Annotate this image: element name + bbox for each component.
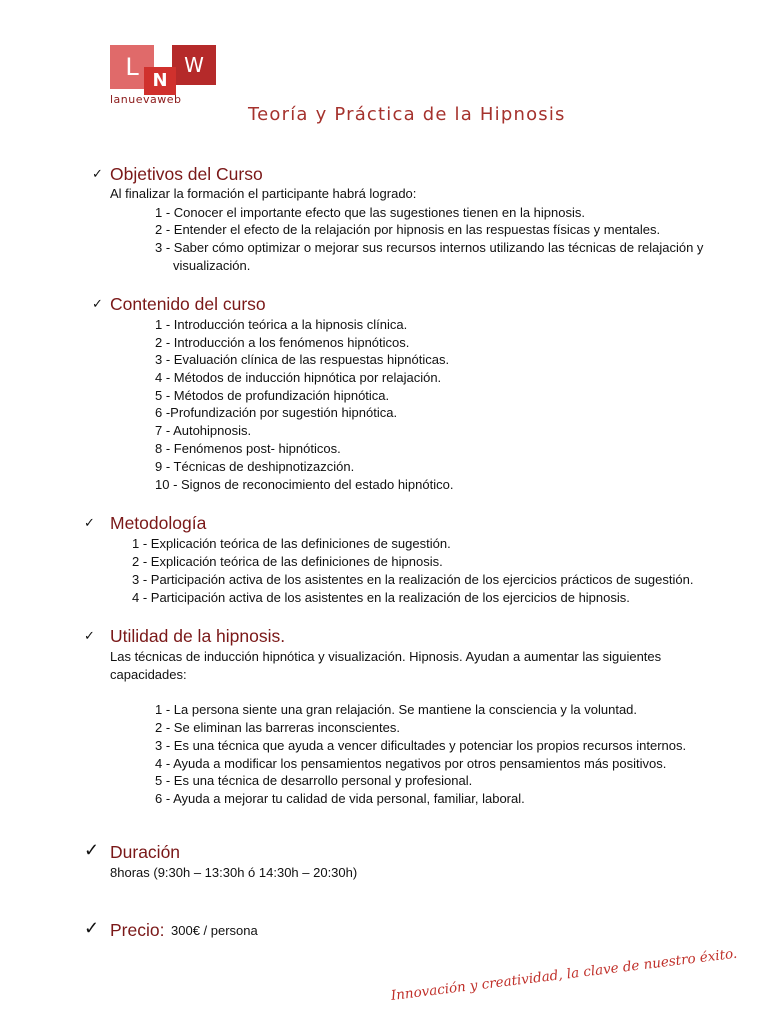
list-item: 1 - Introducción teórica a la hipnosis clínica. xyxy=(155,317,408,332)
list-item: 4 - Participación activa de los asistentes en la realización de los ejercicios de hipnosis. xyxy=(132,590,630,605)
section-heading: Utilidad de la hipnosis. xyxy=(110,626,286,646)
list-item: 3 - Saber cómo optimizar o mejorar sus recursos internos utilizando las técnicas de relajación y xyxy=(155,240,704,255)
check-icon: ✓ xyxy=(84,628,95,643)
precio-value: 300€ / persona xyxy=(171,923,258,938)
logo-square-n: N xyxy=(144,67,176,95)
logo-brand-text: lanuevaweb xyxy=(110,93,182,106)
list-item: 4 - Métodos de inducción hipnótica por relajación. xyxy=(155,370,442,385)
list-item: 2 - Introducción a los fenómenos hipnóticos. xyxy=(155,335,410,350)
list-item: 6 -Profundización por sugestión hipnótica. xyxy=(155,405,398,420)
check-icon: ✓ xyxy=(92,166,103,181)
list-item: 1 - La persona siente una gran relajación. Se mantiene la consciencia y la voluntad. xyxy=(155,702,638,717)
logo-square-l: L xyxy=(110,45,154,89)
list-item: 1 - Explicación teórica de las definiciones de sugestión. xyxy=(132,536,451,551)
utilidad-intro: Las técnicas de inducción hipnótica y visualización. Hipnosis. Ayudan a aumentar las siguientes xyxy=(110,649,662,664)
section-heading: Metodología xyxy=(110,513,207,533)
list-item: 3 - Es una técnica que ayuda a vencer dificultades y potenciar los propios recursos internos. xyxy=(155,738,687,753)
check-icon: ✓ xyxy=(84,840,100,860)
check-icon: ✓ xyxy=(84,918,100,938)
objetivos-intro: Al finalizar la formación el participante habrá logrado: xyxy=(110,186,417,201)
list-item: 9 - Técnicas de deshipnotizazción. xyxy=(155,459,355,474)
list-item: 5 - Métodos de profundización hipnótica. xyxy=(155,388,390,403)
check-icon: ✓ xyxy=(92,296,103,311)
slogan: Innovación y creatividad, la clave de nuestro éxito. xyxy=(390,945,739,1004)
section-heading: Contenido del curso xyxy=(110,294,266,314)
list-item: 10 - Signos de reconocimiento del estado hipnótico. xyxy=(155,477,454,492)
list-item-continuation: visualización. xyxy=(173,258,251,273)
list-item: 3 - Evaluación clínica de las respuestas hipnóticas. xyxy=(155,352,450,367)
section-heading: Objetivos del Curso xyxy=(110,164,263,184)
list-item: 4 - Ayuda a modificar los pensamientos negativos por otros pensamientos más positivos. xyxy=(155,756,667,771)
list-item: 2 - Se eliminan las barreras inconscientes. xyxy=(155,720,400,735)
list-item: 1 - Conocer el importante efecto que las sugestiones tienen en la hipnosis. xyxy=(155,205,585,220)
list-item: 2 - Entender el efecto de la relajación por hipnosis en las respuestas físicas y mentales. xyxy=(155,222,661,237)
duracion-value: 8horas (9:30h – 13:30h ó 14:30h – 20:30h) xyxy=(110,865,358,880)
check-icon: ✓ xyxy=(84,515,95,530)
list-item: 5 - Es una técnica de desarrollo personal y profesional. xyxy=(155,773,473,788)
list-item: 2 - Explicación teórica de las definiciones de hipnosis. xyxy=(132,554,443,569)
logo-square-w: W xyxy=(172,45,216,85)
list-item: 3 - Participación activa de los asistentes en la realización de los ejercicios prácticos de sugestión. xyxy=(132,572,694,587)
list-item: 7 - Autohipnosis. xyxy=(155,423,252,438)
company-logo xyxy=(108,45,220,107)
document-title: Teoría y Práctica de la Hipnosis xyxy=(248,104,566,125)
list-item: 8 - Fenómenos post- hipnóticos. xyxy=(155,441,341,456)
section-heading: Precio: xyxy=(110,920,165,940)
utilidad-intro: capacidades: xyxy=(110,667,187,682)
section-heading: Duración xyxy=(110,842,181,862)
list-item: 6 - Ayuda a mejorar tu calidad de vida personal, familiar, laboral. xyxy=(155,791,525,806)
